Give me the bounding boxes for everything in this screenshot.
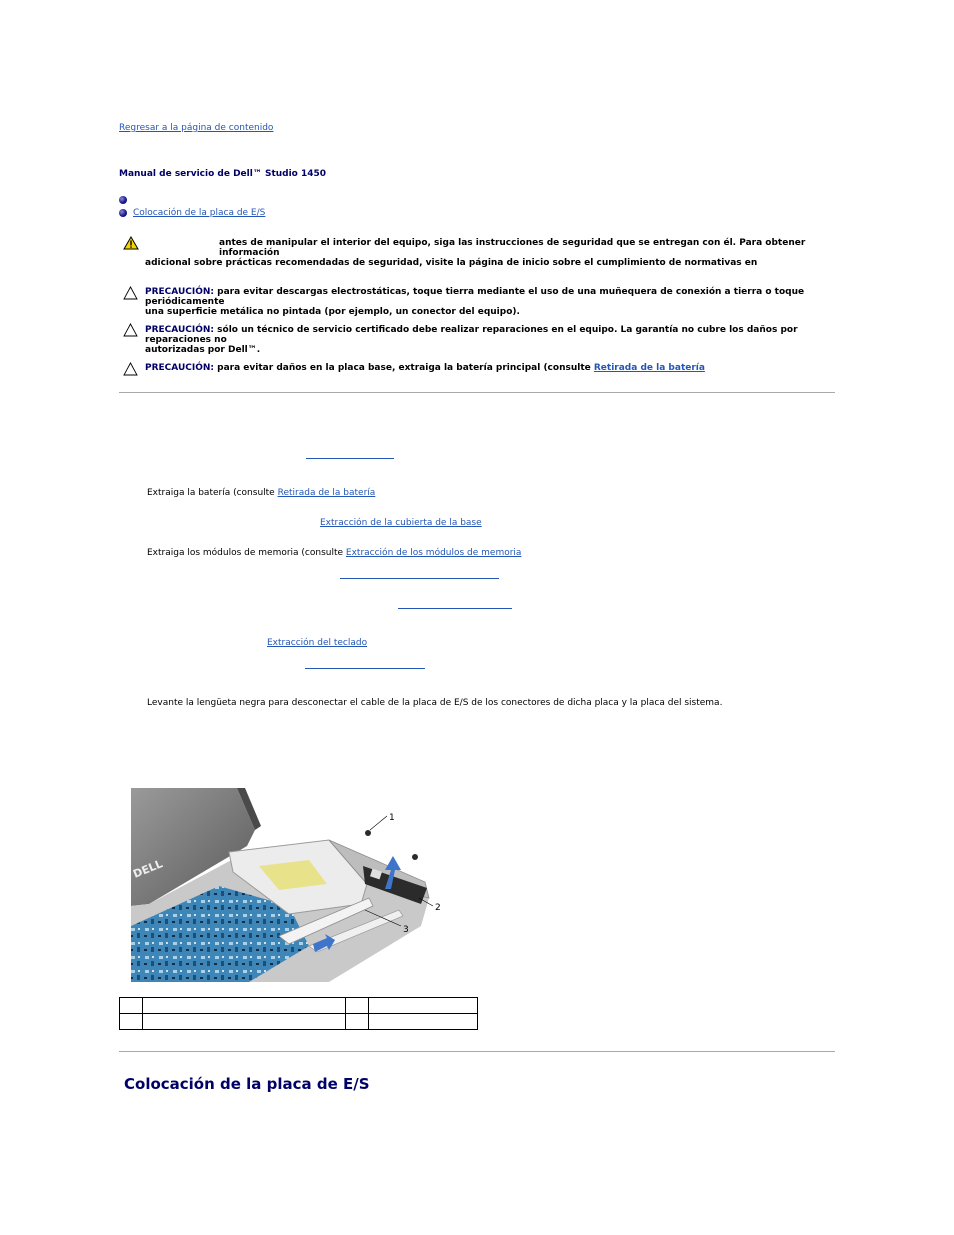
screw-icon	[365, 830, 371, 836]
toc-link-removal[interactable]	[133, 193, 255, 203]
toc-link-replacement[interactable]: Colocación de la placa de E/S	[133, 208, 266, 218]
caution-triangle-icon	[123, 362, 138, 376]
callout-1: 1	[389, 813, 395, 823]
caution-triangle-icon	[123, 323, 138, 337]
callout-2: 2	[435, 903, 441, 913]
step-4-memory-link[interactable]: Extracción de los módulos de memoria	[345, 548, 522, 558]
battery-removal-link[interactable]: Retirada de la batería	[593, 363, 705, 373]
warning-line-1: antes de manipular el interior del equipo, siga las instrucciones de seguridad que se entregan con él. Para obtener información	[219, 238, 806, 258]
step-4-text: Extraiga los módulos de memoria (consulte	[147, 548, 346, 558]
caution-2-line-2: autorizadas por Dell™.	[145, 345, 261, 355]
step-2-battery-link[interactable]: Retirada de la batería	[277, 488, 376, 498]
caution-2-line-1: sólo un técnico de servicio certificado debe realizar reparaciones en el equipo. La garantía no cubre los daños por reparaciones no	[145, 325, 798, 345]
caution-triangle-icon	[123, 286, 138, 300]
callout-3: 3	[403, 925, 409, 935]
table-cell	[143, 1014, 346, 1030]
table-cell	[120, 998, 143, 1014]
bullet-icon	[119, 209, 127, 217]
screw-icon	[412, 854, 418, 860]
section-divider	[119, 1051, 835, 1052]
table-cell	[120, 1014, 143, 1030]
io-board-figure	[129, 786, 445, 982]
caution-note-3	[145, 363, 835, 373]
caution-note-1	[145, 287, 835, 317]
section-heading-replacement: Colocación de la placa de E/S	[124, 1075, 370, 1093]
step-6-link[interactable]	[398, 608, 512, 609]
section-divider	[119, 392, 835, 393]
caution-1-line-2: una superficie metálica no pintada (por ejemplo, un conector del equipo).	[145, 307, 520, 317]
table-cell	[143, 998, 346, 1014]
caution-label: PRECAUCIÓN:	[145, 287, 215, 297]
caution-label: PRECAUCIÓN:	[145, 325, 215, 335]
brand-label: DELL	[131, 857, 165, 881]
caution-3-text: para evitar daños en la placa base, extraiga la batería principal (consulte	[214, 363, 594, 373]
warning-triangle-icon	[123, 236, 139, 250]
step-8-link[interactable]	[305, 668, 425, 669]
step-1-link[interactable]	[306, 458, 394, 459]
step-9-text: Levante la lengüeta negra para desconectar el cable de la placa de E/S de los conectores de dicha placa y la placa del sistema.	[147, 698, 723, 708]
caution-label: PRECAUCIÓN:	[145, 363, 215, 373]
figure-legend-table	[119, 997, 478, 1030]
back-to-contents-link[interactable]: Regresar a la página de contenido	[119, 123, 274, 133]
bullet-icon	[119, 196, 127, 204]
manual-title: Manual de servicio de Dell™ Studio 1450	[119, 169, 327, 179]
warning-note	[145, 238, 835, 268]
table-cell	[369, 1014, 478, 1030]
table-row	[120, 998, 478, 1014]
step-4	[147, 548, 521, 558]
step-2	[147, 488, 375, 498]
step-2-text: Extraiga la batería (consulte	[147, 488, 278, 498]
table-cell	[346, 1014, 369, 1030]
table-row	[120, 1014, 478, 1030]
warning-line-2: adicional sobre prácticas recomendadas de seguridad, visite la página de inicio sobre el cumplimiento de normativas en	[145, 258, 758, 268]
caution-note-2	[145, 325, 835, 355]
table-cell	[369, 998, 478, 1014]
step-3-base-cover-link[interactable]: Extracción de la cubierta de la base	[320, 518, 482, 528]
step-7-keyboard-link[interactable]: Extracción del teclado	[267, 638, 368, 648]
step-5-link[interactable]	[340, 578, 499, 579]
caution-1-line-1: para evitar descargas electrostáticas, toque tierra mediante el uso de una muñequera de conexión a tierra o toque periódicamente	[145, 287, 805, 307]
table-cell	[346, 998, 369, 1014]
